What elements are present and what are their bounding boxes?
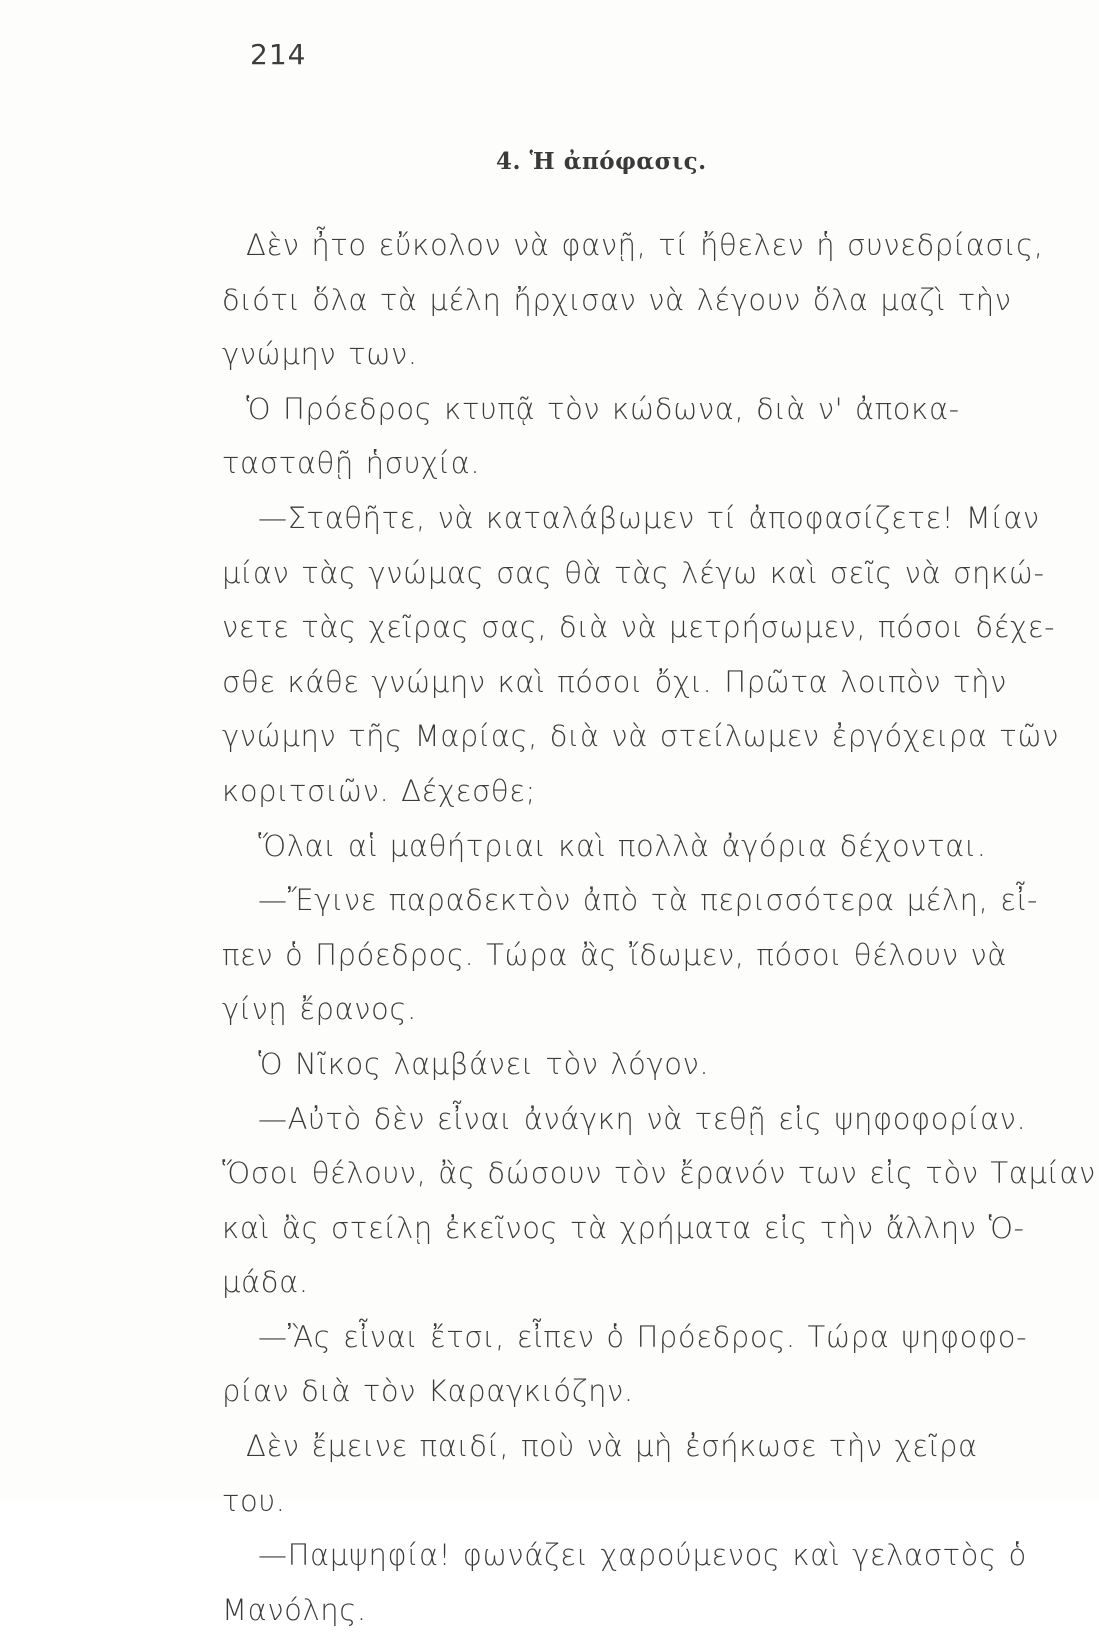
text-line: πεν ὁ Πρόεδρος. Τώρα ἂς ἴδωμεν, πόσοι θέλουν νὰ <box>222 937 1008 972</box>
page-number: 214 <box>250 38 307 71</box>
text-line: νετε τὰς χεῖρας σας, διὰ νὰ μετρήσωμεν, πόσοι δέχε- <box>222 610 1056 645</box>
text-line: διότι ὅλα τὰ μέλη ἤρχισαν νὰ λέγουν ὅλα μαζὶ τὴν <box>222 282 1012 317</box>
text-line: Ὅσοι θέλουν, ἂς δώσουν τὸν ἔρανόν των εἰς τὸν Ταμίαν <box>222 1156 1096 1191</box>
text-line: γνώμην τῆς Μαρίας, διὰ νὰ στείλωμεν ἐργόχειρα τῶν <box>222 719 1060 754</box>
text-line: Μανόλης. <box>222 1592 367 1627</box>
text-line: —Αὐτὸ δὲν εἶναι ἀνάγκη νὰ τεθῇ εἰς ψηφοφορίαν. <box>258 1101 1027 1136</box>
text-line: γίνῃ ἔρανος. <box>222 992 417 1027</box>
body-text <box>222 218 1096 1637</box>
text-line: —Ἂς εἶναι ἔτσι, εἶπεν ὁ Πρόεδρος. Τώρα ψηφοφο- <box>258 1319 1028 1354</box>
text-line: —Παμψηφία! φωνάζει χαρούμενος καὶ γελαστὸς ὁ <box>258 1538 1027 1573</box>
text-line: του. <box>222 1483 286 1518</box>
text-line: —Ἔγινε παραδεκτὸν ἀπὸ τὰ περισσότερα μέλη, εἶ- <box>258 883 1039 918</box>
text-line: Ὁ Νῖκος λαμβάνει τὸν λόγον. <box>258 1046 710 1081</box>
text-line: σθε κάθε γνώμην καὶ πόσοι ὄχι. Πρῶτα λοιπὸν τὴν <box>222 664 1007 699</box>
text-line: γνώμην των. <box>222 337 418 372</box>
text-line: Δὲν ἦτο εὔκολον νὰ φανῇ, τί ἤθελεν ἡ συνεδρίασις, <box>246 228 1044 262</box>
text-line: Δὲν ἔμεινε παιδί, ποὺ νὰ μὴ ἐσήκωσε τὴν χεῖρα <box>246 1429 978 1464</box>
text-line: —Σταθῆτε, νὰ καταλάβωμεν τί ἀποφασίζετε! Μίαν <box>258 500 1040 535</box>
text-line: μίαν τὰς γνώμας σας θὰ τὰς λέγω καὶ σεῖς νὰ σηκώ- <box>222 555 1045 590</box>
chapter-title: 4. Ἡ ἀπόφασις. <box>496 148 707 175</box>
text-line: ρίαν διὰ τὸν Καραγκιόζην. <box>222 1374 634 1409</box>
text-line: καὶ ἂς στείλῃ ἐκεῖνος τὰ χρήματα εἰς τὴν ἄλλην Ὁ- <box>222 1210 1025 1245</box>
text-line: Ὁ Πρόεδρος κτυπᾷ τὸν κώδωνα, διὰ ν' ἀποκα- <box>246 391 960 426</box>
text-line: τασταθῇ ἡσυχία. <box>222 446 481 481</box>
text-line: Ὅλαι αἱ μαθήτριαι καὶ πολλὰ ἀγόρια δέχονται. <box>258 828 987 863</box>
text-line: κοριτσιῶν. Δέχεσθε; <box>222 773 536 808</box>
text-line: μάδα. <box>222 1265 309 1300</box>
